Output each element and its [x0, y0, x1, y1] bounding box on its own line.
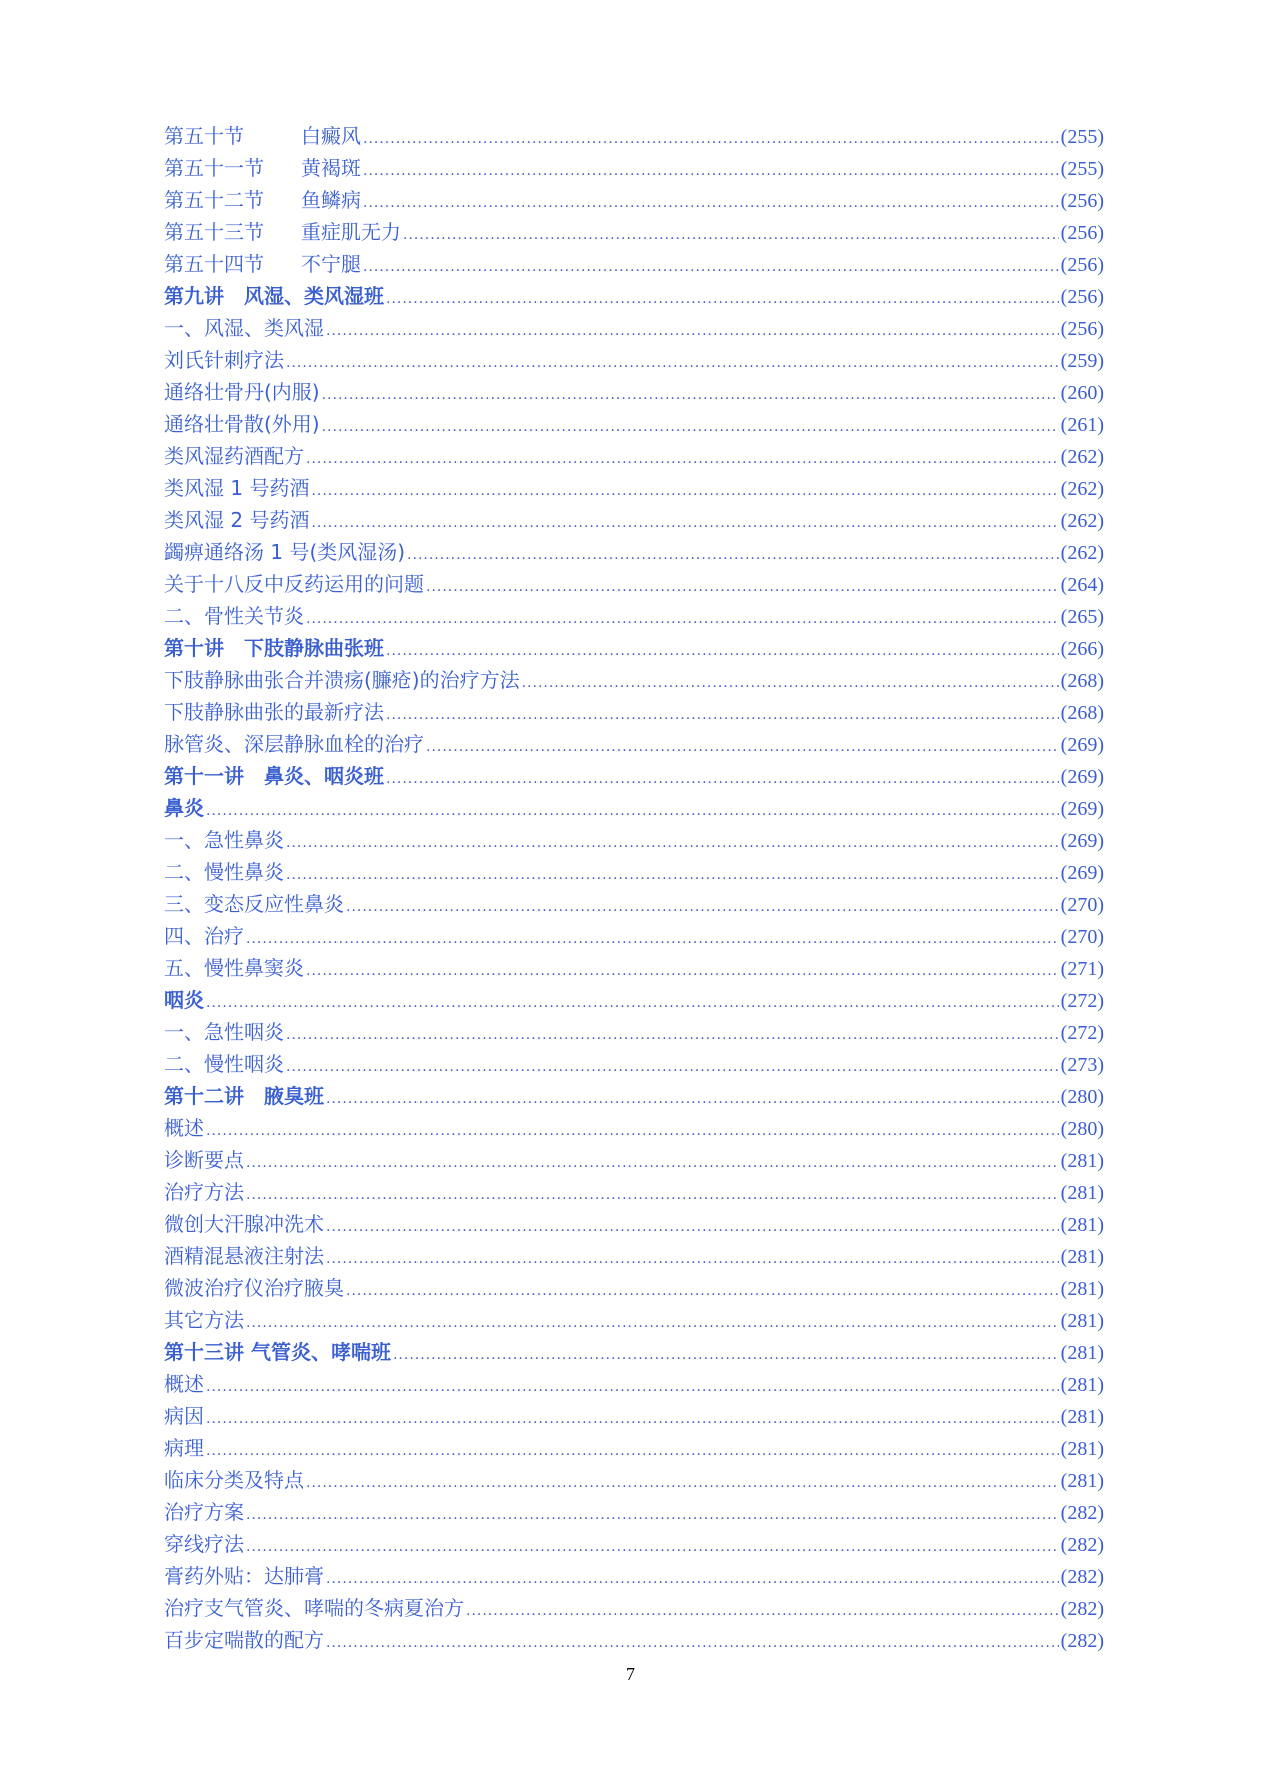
toc-entry-label: 重症肌无力 [301, 220, 401, 244]
toc-entry-page: (262) [1060, 542, 1104, 564]
dot-leader [306, 1467, 1059, 1499]
toc-entry-label: 第十三讲 气管炎、哮喘班 [164, 1340, 391, 1364]
toc-entry-title [164, 1528, 244, 1560]
toc-entry-label: 类风湿 2 号药酒 [164, 508, 310, 532]
toc-entry-title [164, 280, 384, 312]
toc-entry-page: (262) [1060, 446, 1104, 468]
toc-entry[interactable] [164, 1080, 1104, 1112]
dot-leader [386, 283, 1059, 315]
dot-leader [286, 827, 1059, 859]
toc-entry-title [164, 632, 384, 664]
toc-entry-page: (256) [1060, 254, 1104, 276]
toc-entry-section-number: 第五十三节 [164, 220, 264, 244]
toc-entry[interactable] [164, 824, 1104, 856]
toc-entry-title [164, 1080, 324, 1112]
dot-leader [206, 1115, 1059, 1147]
toc-entry-label: 白癜风 [301, 124, 361, 148]
toc-entry-page: (281) [1060, 1214, 1104, 1236]
toc-entry-label: 酒精混悬液注射法 [164, 1244, 324, 1268]
toc-entry-page: (270) [1060, 894, 1104, 916]
toc-entry-label: 概述 [164, 1116, 204, 1140]
dot-leader [363, 251, 1059, 283]
dot-leader [246, 923, 1059, 955]
toc-entry-label: 一、风湿、类风湿 [164, 316, 324, 340]
dot-leader [363, 123, 1059, 155]
toc-entry-label: 概述 [164, 1372, 204, 1396]
toc-entry-label: 类风湿药酒配方 [164, 444, 304, 468]
toc-entry-title [164, 216, 401, 248]
toc-entry-label: 下肢静脉曲张的最新疗法 [164, 700, 384, 724]
toc-entry-label: 下肢静脉曲张合并溃疡(臁疮)的治疗方法 [164, 668, 520, 692]
toc-entry-title [164, 1048, 284, 1080]
toc-entry[interactable] [164, 184, 1104, 216]
toc-entry[interactable] [164, 1560, 1104, 1592]
toc-entry-label: 治疗支气管炎、哮喘的冬病夏治方 [164, 1596, 464, 1620]
toc-entry-page: (271) [1060, 958, 1104, 980]
toc-entry-title [164, 824, 284, 856]
dot-leader [407, 539, 1059, 571]
toc-entry[interactable] [164, 856, 1104, 888]
toc-entry[interactable] [164, 1592, 1104, 1624]
toc-entry-label: 第十讲 下肢静脉曲张班 [164, 636, 384, 660]
toc-entry[interactable] [164, 504, 1104, 536]
toc-entry-label: 第十二讲 腋臭班 [164, 1084, 324, 1108]
toc-entry[interactable] [164, 696, 1104, 728]
toc-entry-label: 二、慢性鼻炎 [164, 860, 284, 884]
toc-entry-page: (282) [1060, 1502, 1104, 1524]
toc-entry-page: (282) [1060, 1630, 1104, 1652]
dot-leader [466, 1595, 1059, 1627]
toc-entry-label: 二、慢性咽炎 [164, 1052, 284, 1076]
toc-entry-title [164, 1176, 244, 1208]
dot-leader [246, 1531, 1059, 1563]
toc-entry-page: (281) [1060, 1182, 1104, 1204]
toc-entry-title [164, 984, 204, 1016]
dot-leader [393, 1339, 1059, 1371]
toc-entry[interactable] [164, 472, 1104, 504]
toc-entry-page: (281) [1060, 1438, 1104, 1460]
toc-entry-title [164, 1432, 204, 1464]
toc-entry-label: 鱼鳞病 [301, 188, 361, 212]
dot-leader [326, 1563, 1059, 1595]
toc-entry-label: 病因 [164, 1404, 204, 1428]
toc-entry-page: (269) [1060, 734, 1104, 756]
toc-entry-label: 一、急性咽炎 [164, 1020, 284, 1044]
dot-leader [206, 1371, 1059, 1403]
toc-entry[interactable] [164, 792, 1104, 824]
toc-entry-title [164, 1368, 204, 1400]
toc-entry[interactable] [164, 440, 1104, 472]
toc-entry-label: 五、慢性鼻窦炎 [164, 956, 304, 980]
toc-entry-label: 微波治疗仪治疗腋臭 [164, 1276, 344, 1300]
toc-entry-label: 治疗方案 [164, 1500, 244, 1524]
toc-entry-section-number: 第五十节 [164, 124, 244, 148]
toc-entry-page: (281) [1060, 1470, 1104, 1492]
toc-entry-page: (256) [1060, 318, 1104, 340]
toc-entry-label: 病理 [164, 1436, 204, 1460]
toc-entry-title [164, 664, 520, 696]
toc-entry-title [164, 920, 244, 952]
toc-entry-label: 第九讲 风湿、类风湿班 [164, 284, 384, 308]
toc-entry-label: 百步定喘散的配方 [164, 1628, 324, 1652]
toc-entry-page: (269) [1060, 798, 1104, 820]
toc-entry[interactable] [164, 376, 1104, 408]
toc-entry-title [164, 1016, 284, 1048]
toc-entry-title [164, 152, 361, 184]
toc-entry-title [164, 1464, 304, 1496]
toc-entry[interactable] [164, 1432, 1104, 1464]
toc-entry[interactable] [164, 344, 1104, 376]
toc-entry-title [164, 376, 320, 408]
toc-entry[interactable] [164, 568, 1104, 600]
toc-entry[interactable] [164, 1048, 1104, 1080]
toc-entry-title [164, 344, 284, 376]
toc-entry[interactable] [164, 1496, 1104, 1528]
toc-entry-page: (281) [1060, 1342, 1104, 1364]
toc-entry[interactable] [164, 1464, 1104, 1496]
dot-leader [403, 219, 1059, 251]
dot-leader [346, 1275, 1059, 1307]
toc-entry-title [164, 1560, 324, 1592]
toc-entry-title [164, 952, 304, 984]
toc-entry-title [164, 1304, 244, 1336]
dot-leader [206, 987, 1059, 1019]
dot-leader [311, 507, 1058, 539]
dot-leader [246, 1179, 1059, 1211]
toc-entry-label: 黄褐斑 [301, 156, 361, 180]
toc-entry-page: (256) [1060, 222, 1104, 244]
toc-entry-title [164, 1144, 244, 1176]
dot-leader [426, 571, 1059, 603]
toc-entry-title [164, 728, 424, 760]
dot-leader [326, 315, 1059, 347]
toc-entry-title [164, 696, 384, 728]
toc-entry-page: (270) [1060, 926, 1104, 948]
toc-entry[interactable] [164, 152, 1104, 184]
toc-entry[interactable] [164, 952, 1104, 984]
toc-entry[interactable] [164, 536, 1104, 568]
toc-entry[interactable] [164, 920, 1104, 952]
toc-entry[interactable] [164, 1016, 1104, 1048]
toc-entry[interactable] [164, 888, 1104, 920]
dot-leader [322, 379, 1059, 411]
toc-entry-page: (281) [1060, 1374, 1104, 1396]
toc-entry-title [164, 1336, 391, 1368]
toc-entry[interactable] [164, 1304, 1104, 1336]
toc-entry-label: 咽炎 [164, 988, 204, 1012]
toc-entry[interactable] [164, 600, 1104, 632]
dot-leader [326, 1627, 1059, 1659]
toc-entry-title [164, 856, 284, 888]
dot-leader [311, 475, 1058, 507]
toc-entry-title [164, 440, 304, 472]
toc-entry-title [164, 472, 309, 504]
dot-leader [286, 347, 1059, 379]
toc-entry-page: (256) [1060, 286, 1104, 308]
toc-entry-label: 类风湿 1 号药酒 [164, 476, 310, 500]
toc-entry-page: (269) [1060, 862, 1104, 884]
toc-entry-page: (282) [1060, 1598, 1104, 1620]
toc-entry[interactable] [164, 248, 1104, 280]
table-of-contents [164, 120, 1104, 1656]
dot-leader [306, 443, 1059, 475]
toc-entry-page: (255) [1060, 158, 1104, 180]
toc-entry-title [164, 792, 204, 824]
toc-entry-page: (261) [1060, 414, 1104, 436]
toc-entry[interactable] [164, 408, 1104, 440]
toc-entry-title [164, 408, 320, 440]
toc-entry[interactable] [164, 1336, 1104, 1368]
toc-entry[interactable] [164, 280, 1104, 312]
dot-leader [206, 1403, 1059, 1435]
toc-entry[interactable] [164, 1240, 1104, 1272]
toc-entry-page: (259) [1060, 350, 1104, 372]
toc-entry-label: 通络壮骨丹(内服) [164, 380, 320, 404]
toc-entry-page: (264) [1060, 574, 1104, 596]
toc-entry[interactable] [164, 632, 1104, 664]
toc-entry[interactable] [164, 984, 1104, 1016]
dot-leader [326, 1243, 1059, 1275]
toc-entry-label: 第十一讲 鼻炎、咽炎班 [164, 764, 384, 788]
toc-entry-label: 二、骨性关节炎 [164, 604, 304, 628]
toc-entry-title [164, 248, 361, 280]
toc-entry[interactable] [164, 664, 1104, 696]
toc-entry-page: (281) [1060, 1278, 1104, 1300]
toc-entry-title [164, 1112, 204, 1144]
toc-entry-label: 其它方法 [164, 1308, 244, 1332]
toc-entry[interactable] [164, 1272, 1104, 1304]
toc-entry-title [164, 120, 361, 152]
toc-entry-title [164, 760, 384, 792]
dot-leader [326, 1083, 1059, 1115]
toc-entry-page: (282) [1060, 1534, 1104, 1556]
toc-entry-title [164, 312, 324, 344]
toc-entry-label: 临床分类及特点 [164, 1468, 304, 1492]
toc-entry-label: 刘氏针刺疗法 [164, 348, 284, 372]
dot-leader [386, 763, 1059, 795]
toc-entry-title [164, 888, 344, 920]
toc-entry-page: (265) [1060, 606, 1104, 628]
dot-leader [363, 187, 1059, 219]
toc-entry-page: (269) [1060, 766, 1104, 788]
toc-entry-page: (269) [1060, 830, 1104, 852]
toc-entry-label: 四、治疗 [164, 924, 244, 948]
toc-entry-page: (272) [1060, 1022, 1104, 1044]
toc-entry[interactable] [164, 728, 1104, 760]
dot-leader [386, 699, 1059, 731]
toc-entry[interactable] [164, 120, 1104, 152]
toc-entry-page: (273) [1060, 1054, 1104, 1076]
toc-entry-label: 微创大汗腺冲洗术 [164, 1212, 324, 1236]
toc-entry-label: 蠲痹通络汤 1 号(类风湿汤) [164, 540, 406, 564]
toc-entry-page: (280) [1060, 1086, 1104, 1108]
toc-entry-label: 三、变态反应性鼻炎 [164, 892, 344, 916]
toc-entry-title [164, 1208, 324, 1240]
toc-entry-title [164, 184, 361, 216]
dot-leader [246, 1147, 1059, 1179]
toc-entry-page: (282) [1060, 1566, 1104, 1588]
dot-leader [286, 1019, 1059, 1051]
toc-entry-title [164, 536, 405, 568]
toc-entry-title [164, 1272, 344, 1304]
toc-entry-label: 治疗方法 [164, 1180, 244, 1204]
toc-entry[interactable] [164, 216, 1104, 248]
toc-entry-title [164, 568, 424, 600]
toc-entry-section-number: 第五十二节 [164, 188, 264, 212]
toc-entry-page: (255) [1060, 126, 1104, 148]
dot-leader [426, 731, 1059, 763]
toc-entry-label: 穿线疗法 [164, 1532, 244, 1556]
toc-entry-label: 脉管炎、深层静脉血栓的治疗 [164, 732, 424, 756]
toc-entry[interactable] [164, 1144, 1104, 1176]
dot-leader [206, 795, 1059, 827]
toc-entry-section-number: 第五十一节 [164, 156, 264, 180]
toc-entry-page: (262) [1060, 510, 1104, 532]
toc-entry-page: (268) [1060, 670, 1104, 692]
page-number: 7 [626, 1664, 635, 1684]
toc-entry-label: 关于十八反中反药运用的问题 [164, 572, 424, 596]
toc-entry-page: (268) [1060, 702, 1104, 724]
dot-leader [346, 891, 1059, 923]
toc-entry[interactable] [164, 312, 1104, 344]
toc-entry[interactable] [164, 1528, 1104, 1560]
dot-leader [326, 1211, 1059, 1243]
toc-entry[interactable] [164, 1112, 1104, 1144]
toc-entry[interactable] [164, 1368, 1104, 1400]
toc-entry-page: (262) [1060, 478, 1104, 500]
toc-entry-title [164, 600, 304, 632]
toc-entry-title [164, 1592, 464, 1624]
toc-entry-title [164, 504, 309, 536]
toc-entry-page: (280) [1060, 1118, 1104, 1140]
toc-entry-label: 诊断要点 [164, 1148, 244, 1172]
toc-entry-page: (281) [1060, 1150, 1104, 1172]
toc-entry-title [164, 1496, 244, 1528]
dot-leader [286, 1051, 1059, 1083]
toc-entry-page: (281) [1060, 1246, 1104, 1268]
toc-entry[interactable] [164, 1208, 1104, 1240]
toc-entry[interactable] [164, 1400, 1104, 1432]
dot-leader [206, 1435, 1059, 1467]
toc-entry-label: 一、急性鼻炎 [164, 828, 284, 852]
dot-leader [246, 1307, 1059, 1339]
toc-entry-title [164, 1400, 204, 1432]
toc-entry-label: 不宁腿 [301, 252, 361, 276]
toc-entry-page: (256) [1060, 190, 1104, 212]
dot-leader [246, 1499, 1059, 1531]
dot-leader [322, 411, 1059, 443]
toc-entry-label: 鼻炎 [164, 796, 204, 820]
toc-entry-label: 膏药外贴：达肺膏 [164, 1564, 324, 1588]
dot-leader [306, 603, 1059, 635]
toc-entry-page: (266) [1060, 638, 1104, 660]
dot-leader [522, 667, 1059, 699]
toc-entry-title [164, 1624, 324, 1656]
toc-entry-page: (281) [1060, 1310, 1104, 1332]
toc-entry-section-number: 第五十四节 [164, 252, 264, 276]
dot-leader [306, 955, 1059, 987]
dot-leader [286, 859, 1059, 891]
toc-entry-page: (281) [1060, 1406, 1104, 1428]
dot-leader [386, 635, 1059, 667]
toc-entry[interactable] [164, 1624, 1104, 1656]
toc-entry-page: (260) [1060, 382, 1104, 404]
toc-entry-title [164, 1240, 324, 1272]
toc-entry-label: 通络壮骨散(外用) [164, 412, 320, 436]
toc-entry[interactable] [164, 1176, 1104, 1208]
toc-entry[interactable] [164, 760, 1104, 792]
dot-leader [363, 155, 1059, 187]
toc-entry-page: (272) [1060, 990, 1104, 1012]
